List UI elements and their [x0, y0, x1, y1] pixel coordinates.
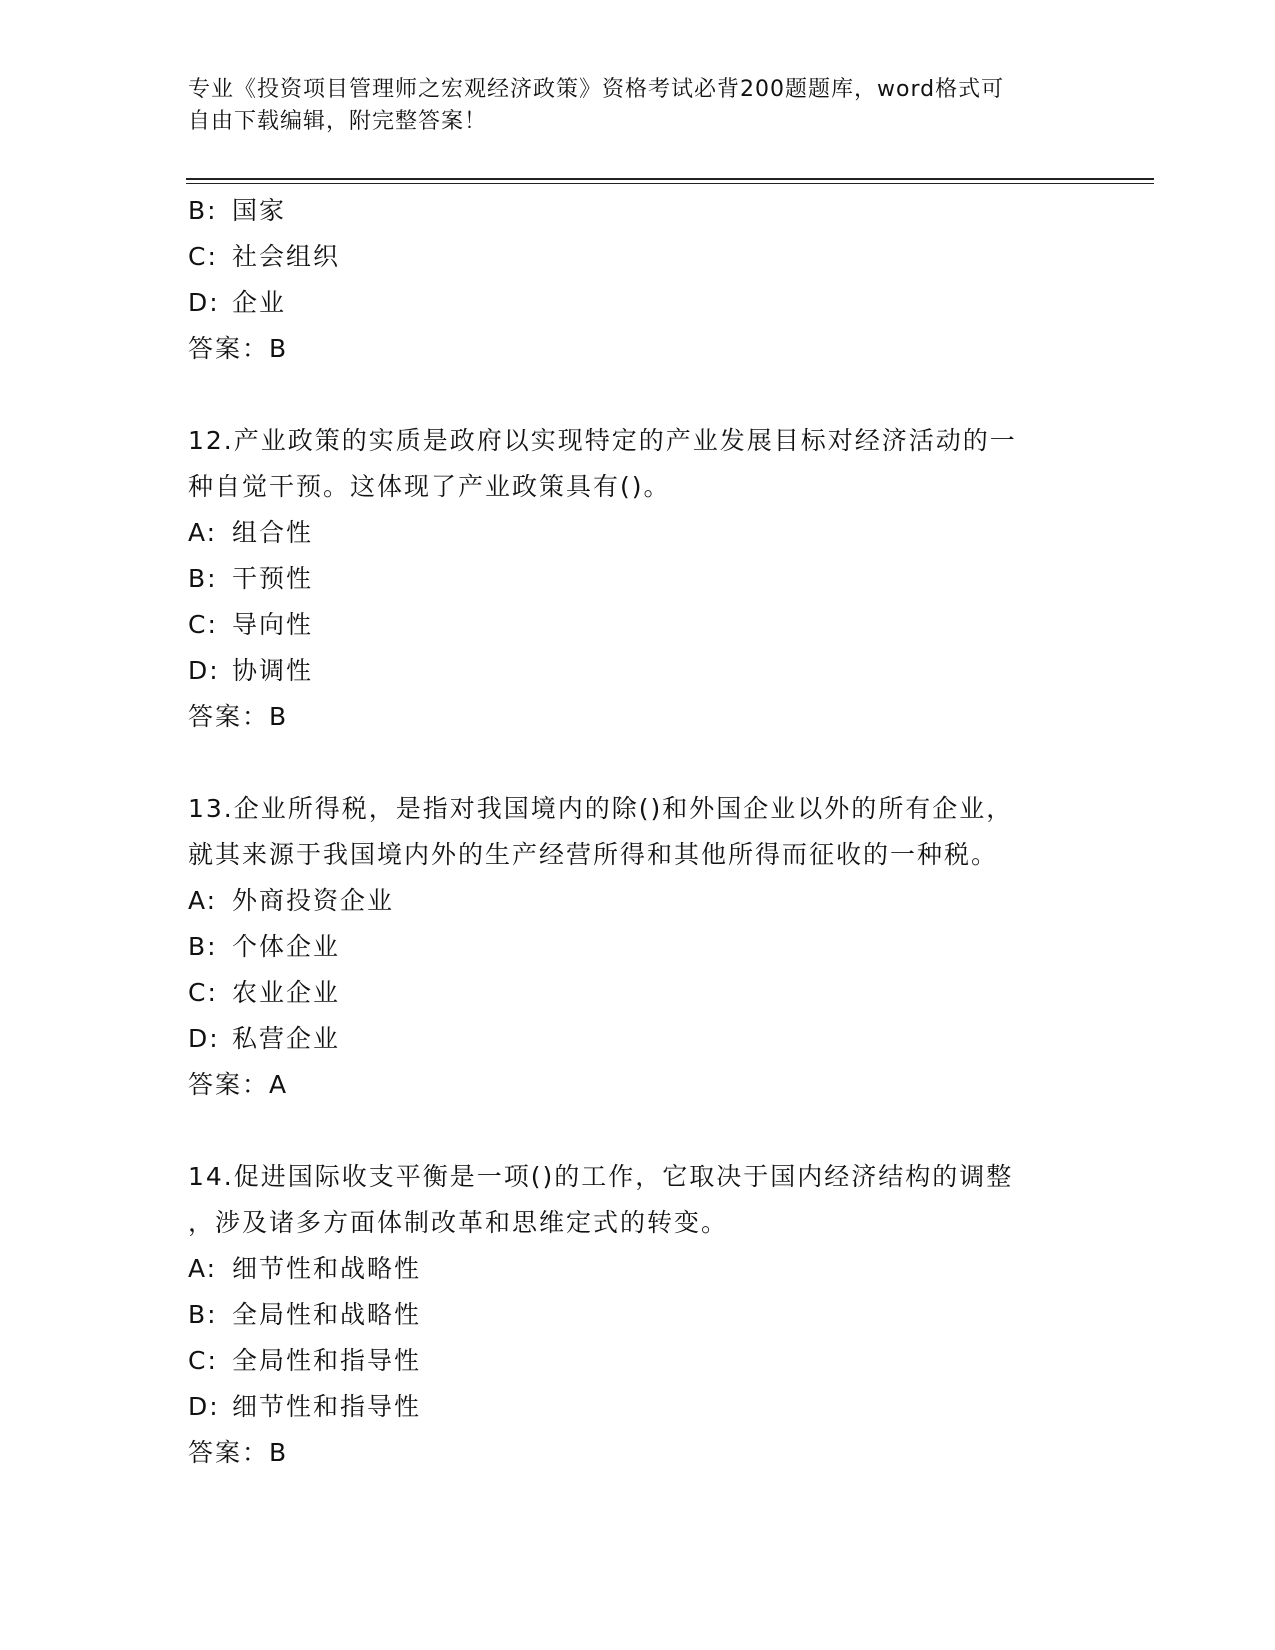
- option-c: C: 全局性和指导性: [188, 1346, 422, 1375]
- question-text-line-2: 种自觉干预。这体现了产业政策具有()。: [188, 472, 671, 501]
- header-line-1: 专业《投资项目管理师之宏观经济政策》资格考试必背200题题库，word格式可: [188, 77, 1005, 102]
- option-d: D: 私营企业: [188, 1024, 341, 1053]
- answer: 答案：B: [188, 1438, 289, 1467]
- option-b: B: 国家: [188, 196, 287, 225]
- option-a: A: 组合性: [188, 518, 314, 547]
- option-b: B: 个体企业: [188, 932, 341, 961]
- answer: 答案：A: [188, 1070, 289, 1099]
- question-text-line-2: ，涉及诸多方面体制改革和思维定式的转变。: [188, 1208, 729, 1237]
- answer: 答案：B: [188, 702, 289, 731]
- question-text-line-1: 14.促进国际收支平衡是一项()的工作，它取决于国内经济结构的调整: [188, 1162, 1014, 1191]
- question-content: [188, 188, 1088, 1476]
- option-d: D: 细节性和指导性: [188, 1392, 422, 1421]
- option-b: B: 干预性: [188, 564, 314, 593]
- question-12: [188, 418, 1088, 740]
- header-rule-thick: [186, 178, 1154, 180]
- option-d: D: 协调性: [188, 656, 314, 685]
- question-11-tail: [188, 188, 1088, 372]
- option-c: C: 社会组织: [188, 242, 341, 271]
- option-a: A: 外商投资企业: [188, 886, 395, 915]
- spacer: [188, 1108, 1088, 1154]
- option-c: C: 农业企业: [188, 978, 341, 1007]
- option-a: A: 细节性和战略性: [188, 1254, 422, 1283]
- answer: 答案：B: [188, 334, 289, 363]
- question-text-line-1: 13.企业所得税，是指对我国境内的除()和外国企业以外的所有企业，: [188, 794, 1014, 823]
- header-rule-thin: [186, 183, 1154, 184]
- question-14: [188, 1154, 1088, 1476]
- option-d: D: 企业: [188, 288, 287, 317]
- header-line-2: 自由下载编辑，附完整答案！: [188, 109, 488, 134]
- spacer: [188, 740, 1088, 786]
- option-c: C: 导向性: [188, 610, 314, 639]
- question-text-line-1: 12.产业政策的实质是政府以实现特定的产业发展目标对经济活动的一: [188, 426, 1017, 455]
- question-text-line-2: 就其来源于我国境内外的生产经营所得和其他所得而征收的一种税。: [188, 840, 999, 869]
- document-header: [188, 74, 1088, 138]
- spacer: [188, 372, 1088, 418]
- question-13: [188, 786, 1088, 1108]
- option-b: B: 全局性和战略性: [188, 1300, 422, 1329]
